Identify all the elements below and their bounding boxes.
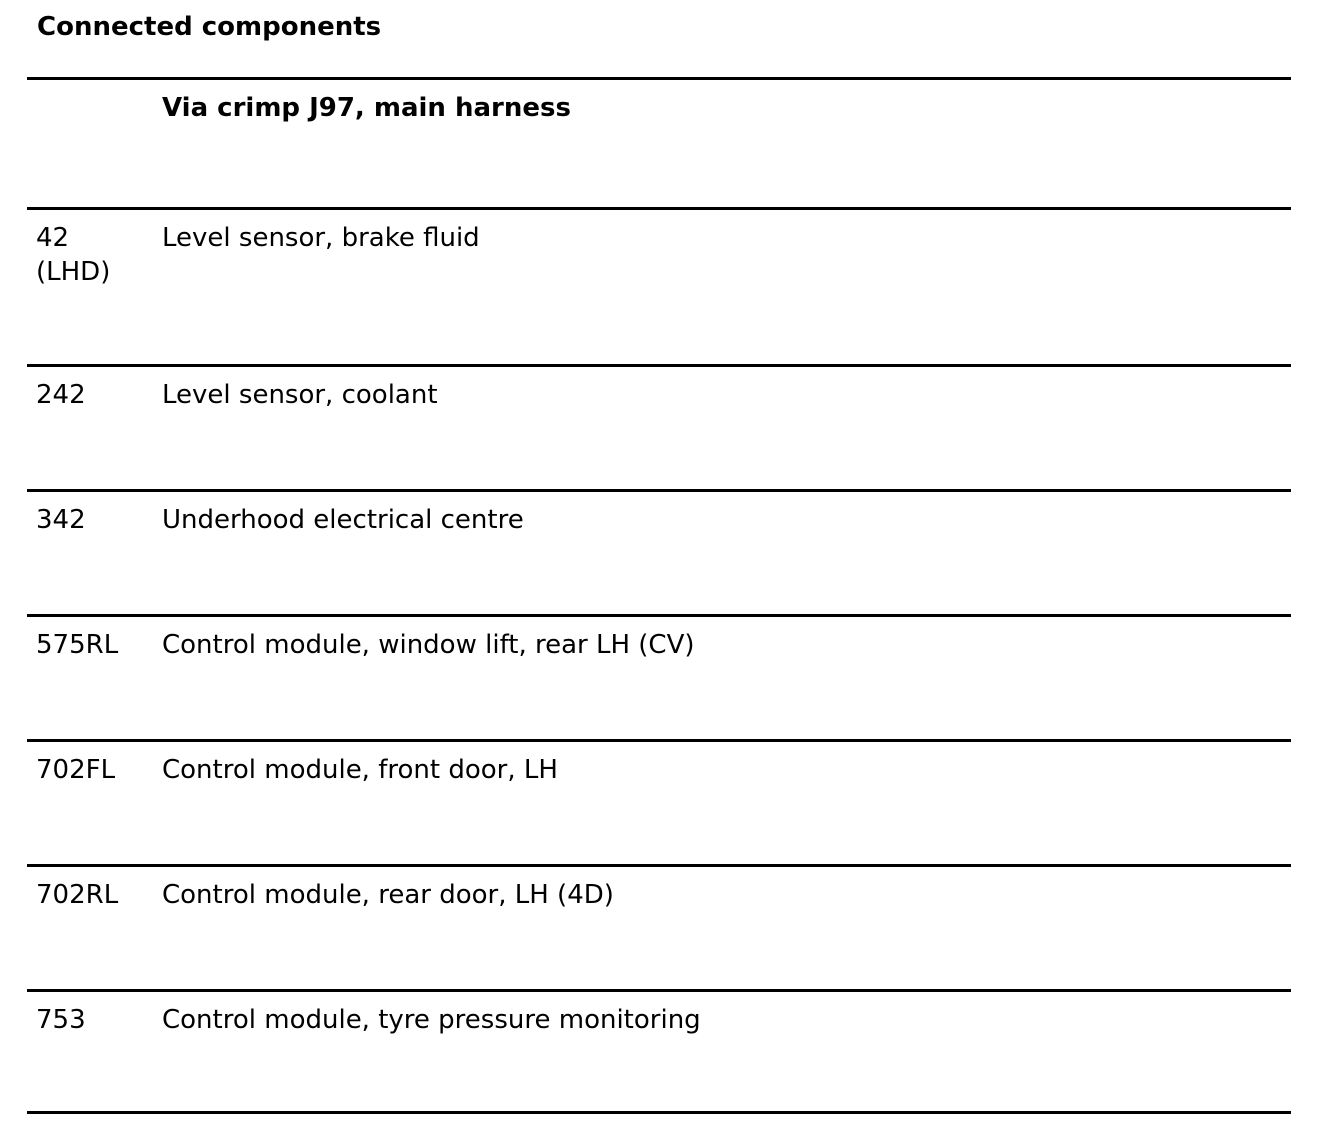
table-row [27,489,1291,614]
components-table [27,77,1291,1114]
component-code: 42 (LHD) [36,223,111,287]
component-description: Control module, window lift, rear LH (CV) [162,630,695,660]
component-description: Level sensor, coolant [162,380,438,410]
component-description: Underhood electrical centre [162,505,524,535]
component-code: 702RL [36,880,119,910]
component-code: 342 [36,505,86,535]
component-code: 702FL [36,755,116,785]
table-header-row [27,77,1291,207]
header-description-cell: Via crimp J97, main harness [162,93,571,123]
table-row [27,739,1291,864]
table-row [27,614,1291,739]
component-code: 753 [36,1005,86,1035]
component-description: Level sensor, brake fluid [162,223,480,253]
component-description: Control module, rear door, LH (4D) [162,880,614,910]
component-description: Control module, tyre pressure monitoring [162,1005,701,1035]
table-row [27,989,1291,1114]
component-description: Control module, front door, LH [162,755,558,785]
table-row [27,207,1291,364]
page-title: Connected components [37,12,382,42]
table-row [27,864,1291,989]
table-row [27,364,1291,489]
component-code: 242 [36,380,86,410]
component-code: 575RL [36,630,119,660]
